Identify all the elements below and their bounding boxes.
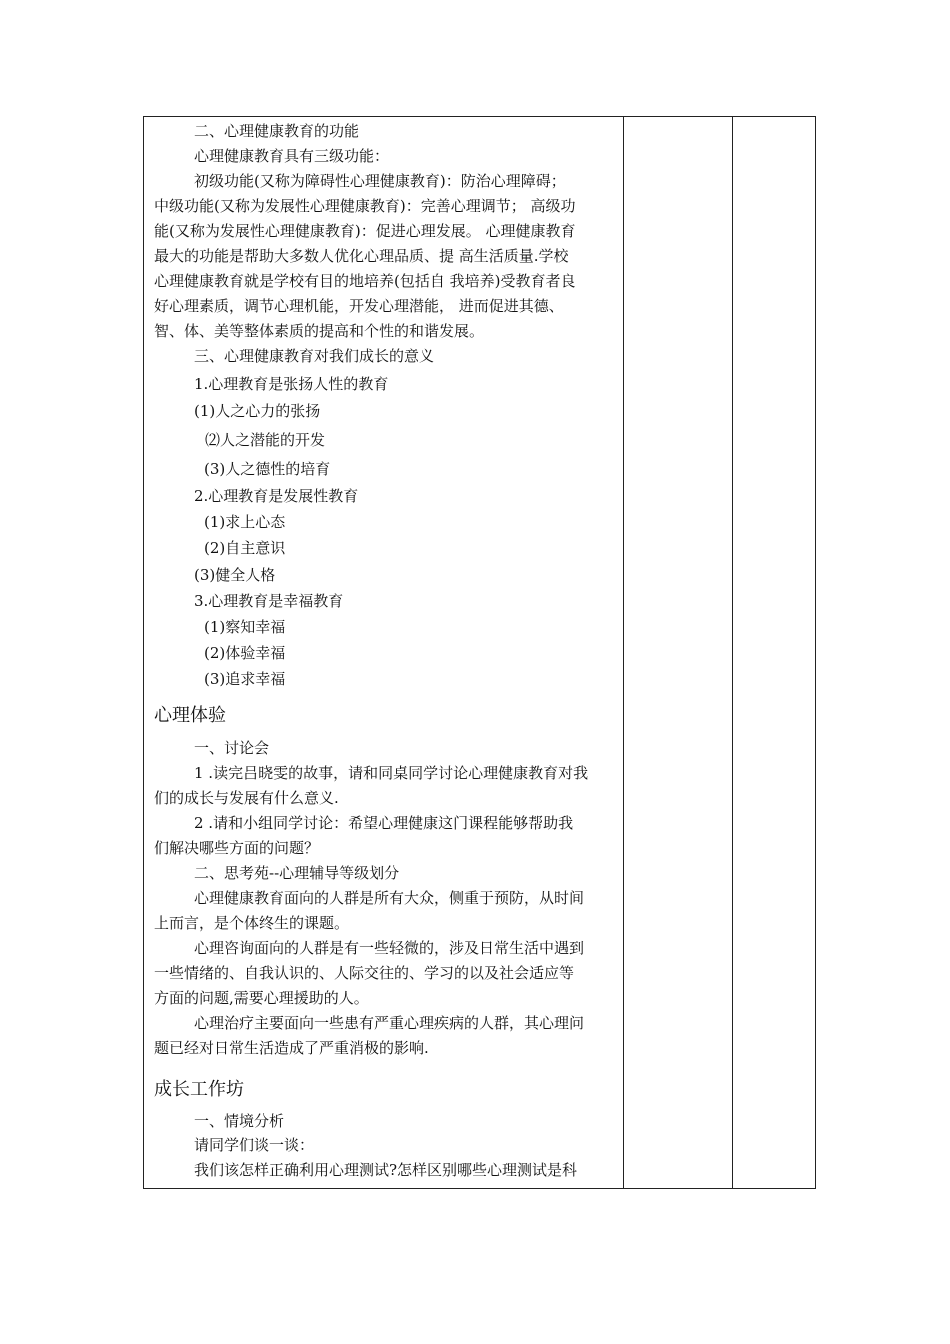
list-item: 1.心理教育是张扬人性的教育 — [194, 375, 389, 393]
list-item: 2.心理教育是发展性教育 — [194, 487, 359, 505]
paragraph-line: 上而言，是个体终生的课题。 — [154, 914, 350, 932]
paragraph-line: 心理健康教育面向的人群是所有大众，侧重于预防，从时间 — [194, 889, 585, 907]
list-item: (1)求上心态 — [204, 513, 286, 531]
paragraph-line: 最大的功能是帮助大多数人优化心理品质、提 高生活质量.学校 — [154, 247, 569, 265]
subsection-heading: 二、思考苑--心理辅导等级划分 — [194, 864, 400, 882]
paragraph-line: 我们该怎样正确利用心理测试?怎样区别哪些心理测试是科 — [194, 1161, 578, 1179]
paragraph-line: 心理咨询面向的人群是有一些轻微的，涉及日常生活中遇到 — [194, 939, 585, 957]
section-title: 成长工作坊 — [154, 1079, 244, 1100]
list-item: (3)健全人格 — [194, 566, 276, 584]
paragraph-line: 们解决哪些方面的问题？ — [154, 839, 320, 857]
list-item: ⑵人之潜能的开发 — [205, 431, 326, 449]
subsection-heading: 一、讨论会 — [194, 739, 270, 757]
paragraph-line: 请同学们谈一谈： — [194, 1136, 315, 1154]
subsection-heading: 一、情境分析 — [194, 1112, 285, 1130]
section-title: 心理体验 — [154, 705, 226, 726]
paragraph-line: 能(又称为发展性心理健康教育)：促进心理发展。 心理健康教育 — [154, 222, 576, 240]
paragraph-line: 好心理素质，调节心理机能，开发心理潜能， 进而促进其德、 — [154, 297, 564, 315]
paragraph-line: 一些情绪的、自我认识的、人际交往的、学习的以及社会适应等 — [154, 964, 575, 982]
paragraph-line: 2 .请和小组同学讨论：希望心理健康这门课程能够帮助我 — [194, 814, 574, 832]
paragraph-line: 心理健康教育具有三级功能： — [194, 147, 390, 165]
list-item: (3)追求幸福 — [204, 670, 286, 688]
paragraph-line: 1 .读完吕晓雯的故事，请和同桌同学讨论心理健康教育对我 — [194, 764, 589, 782]
paragraph-line: 初级功能(又称为障碍性心理健康教育)：防治心理障碍； — [194, 172, 566, 190]
list-item: (1)察知幸福 — [204, 618, 286, 636]
paragraph-line: 中级功能(又称为发展性心理健康教育)：完善心理调节； 高级功 — [154, 197, 576, 215]
remarks-cell — [733, 117, 815, 1188]
list-item: (3)人之德性的培育 — [204, 460, 331, 478]
paragraph-line: 心理治疗主要面向一些患有严重心理疾病的人群，其心理问 — [194, 1014, 585, 1032]
list-item: (2)体验幸福 — [204, 644, 286, 662]
list-item: (2)自主意识 — [204, 539, 286, 557]
list-item: (1)人之心力的张扬 — [194, 402, 321, 420]
paragraph-line: 智、体、美等整体素质的提高和个性的和谐发展。 — [154, 322, 485, 340]
paragraph-line: 方面的问题,需要心理援助的人。 — [154, 989, 369, 1007]
list-item: 3.心理教育是幸福教育 — [194, 592, 344, 610]
lesson-table — [143, 116, 816, 1189]
section-heading: 二、心理健康教育的功能 — [194, 122, 360, 140]
notes-cell — [624, 117, 732, 1188]
paragraph-line: 心理健康教育就是学校有目的地培养(包括自 我培养)受教育者良 — [154, 272, 576, 290]
paragraph-line: 们的成长与发展有什么意义. — [154, 789, 339, 807]
section-heading: 三、心理健康教育对我们成长的意义 — [194, 347, 435, 365]
paragraph-line: 题已经对日常生活造成了严重消极的影响. — [154, 1039, 429, 1057]
